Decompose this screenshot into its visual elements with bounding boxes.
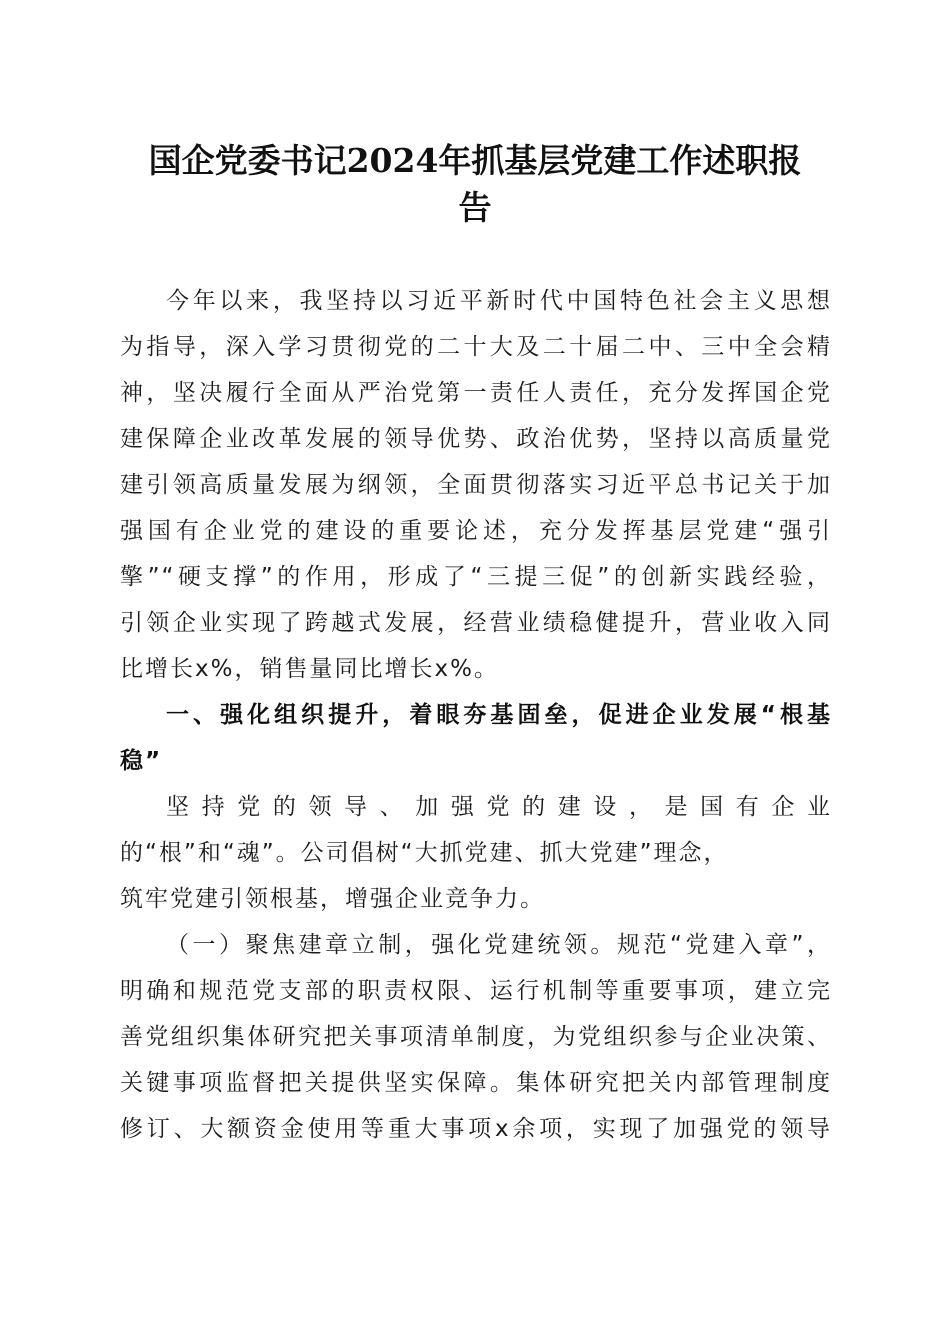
- section1-intro-line-1: 坚持党的领导、加强党的建设，是国有企业: [166, 794, 832, 820]
- section1-heading-line-2: 稳”: [120, 748, 163, 774]
- subsection1-line-3: 善党组织集体研究把关事项清单制度，为党组织参与企业决策、: [120, 1024, 832, 1050]
- intro-line-3: 神，坚决履行全面从严治党第一责任人责任，充分发挥国企党: [120, 380, 832, 406]
- intro-line-8: 引领企业实现了跨越式发展，经营业绩稳健提升，营业收入同: [120, 610, 832, 636]
- section1-heading-line-1: 一、强化组织提升，着眼夯基固垒，促进企业发展“根基: [166, 702, 832, 728]
- document-title-line-2: 告: [458, 188, 492, 227]
- subsection1-line-1: （一）聚焦建章立制，强化党建统领。规范“党建入章”，: [166, 932, 832, 958]
- document-title-line-1: 国企党委书记2024年抓基层党建工作述职报: [148, 141, 802, 180]
- subsection1-line-2: 明确和规范党支部的职责权限、运行机制等重要事项，建立完: [120, 978, 832, 1004]
- intro-line-2: 为指导，深入学习贯彻党的二十大及二十届二中、三中全会精: [120, 334, 832, 360]
- intro-line-9: 比增长x%，销售量同比增长x%。: [120, 656, 499, 682]
- intro-line-5: 建引领高质量发展为纲领，全面贯彻落实习近平总书记关于加: [120, 472, 832, 498]
- intro-line-1: 今年以来，我坚持以习近平新时代中国特色社会主义思想: [166, 288, 832, 314]
- subsection1-line-4: 关键事项监督把关提供坚实保障。集体研究把关内部管理制度: [120, 1070, 832, 1096]
- intro-line-4: 建保障企业改革发展的领导优势、政治优势，坚持以高质量党: [120, 426, 832, 452]
- section1-intro-line-2: 的“根”和“魂”。公司倡树“大抓党建、抓大党建”理念，: [120, 840, 729, 866]
- subsection1-line-5: 修订、大额资金使用等重大事项x余项，实现了加强党的领导: [120, 1116, 832, 1142]
- intro-line-7: 擎”“硬支撑”的作用，形成了“三提三促”的创新实践经验，: [120, 564, 832, 590]
- intro-line-6: 强国有企业党的建设的重要论述，充分发挥基层党建“强引: [120, 518, 832, 544]
- section1-intro-line-3: 筑牢党建引领根基，增强企业竞争力。: [120, 886, 545, 912]
